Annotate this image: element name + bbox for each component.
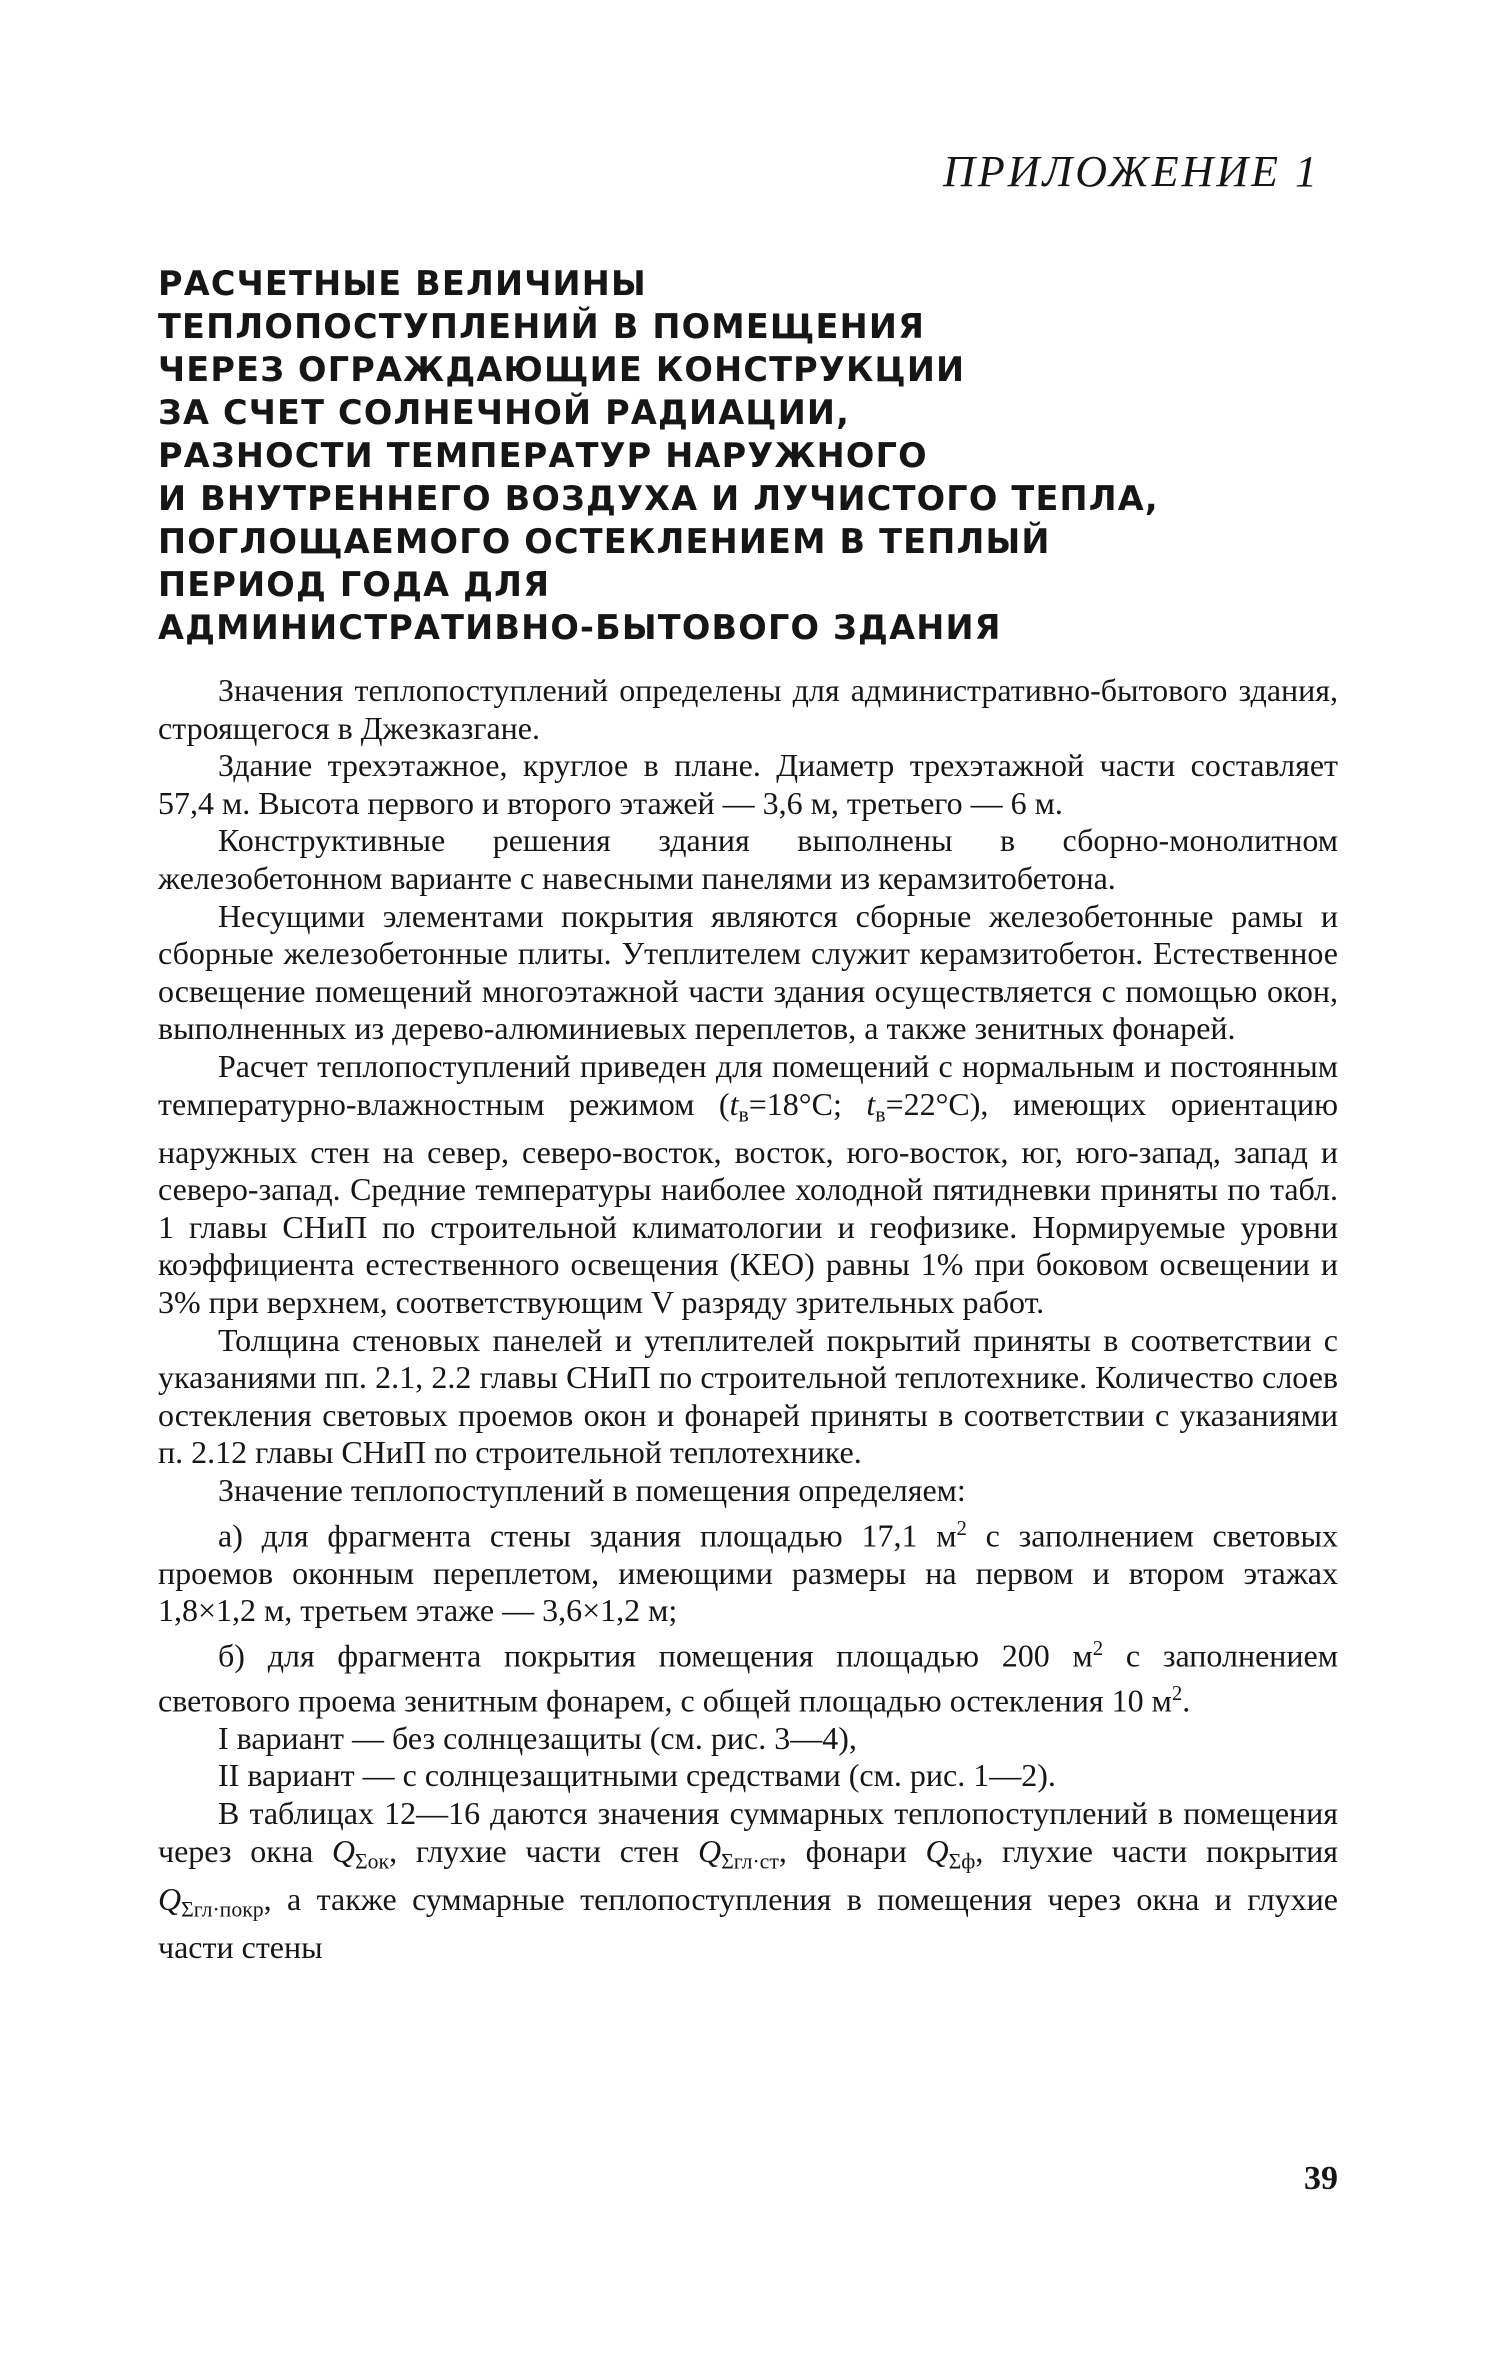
text-run: , фонари (778, 1832, 926, 1869)
paragraph: Значение теплопоступлений в помещения определяем: (218, 1471, 966, 1508)
superscript: 2 (1092, 1636, 1104, 1660)
subscript: Σф (948, 1849, 976, 1874)
title-line: АДМИНИСТРАТИВНО-БЫТОВОГО ЗДАНИЯ (158, 608, 1002, 647)
paragraph (158, 1795, 1338, 1966)
text-run: а) для фрагмента стены здания площадью 17,1 м (218, 1517, 957, 1554)
title-line: ПЕРИОД ГОДА ДЛЯ (158, 565, 551, 604)
superscript: 2 (956, 1516, 967, 1540)
list-item-a (158, 1510, 1338, 1630)
text-run: , глухие части стен (389, 1832, 698, 1869)
variant-1: I вариант — без солнцезащиты (см. рис. 3—4), (218, 1719, 857, 1756)
symbol: Q (158, 1880, 182, 1917)
text-run: . (1182, 1682, 1191, 1719)
subscript: Σгл·покр (181, 1897, 264, 1922)
title-line: ТЕПЛОПОСТУПЛЕНИЙ В ПОМЕЩЕНИЯ (158, 307, 926, 346)
heat-gain-formula (331, 1832, 390, 1874)
symbol: t (729, 1085, 739, 1122)
page-number: 39 (1304, 2160, 1338, 2197)
title-line: И ВНУТРЕННЕГО ВОЗДУХА И ЛУЧИСТОГО ТЕПЛА, (158, 479, 1159, 518)
temperature-formula (729, 1085, 749, 1127)
symbol: Q (698, 1832, 722, 1869)
text-run: б) для фрагмента покрытия помещения площадью 200 м (218, 1637, 1093, 1674)
title-line: РАЗНОСТИ ТЕМПЕРАТУР НАРУЖНОГО (158, 436, 928, 475)
superscript: 2 (1171, 1681, 1183, 1705)
variant-2: II вариант — с солнцезащитными средствами (см. рис. 1—2). (218, 1757, 1056, 1794)
text-run: Расчет теплопоступлений приведен для помещений с нормальным и постоянным температурно-влажностным режимом ( (158, 1047, 1338, 1122)
body-text (158, 672, 1338, 1966)
subscript: в (875, 1102, 886, 1127)
text-run: с заполнением световых проемов оконным переплетом, имеющими размеры на первом и втором этажах 1,8×1,2 м, третьем этаже — 3,6×1,2 м; (158, 1517, 1339, 1629)
title-line: ПОГЛОЩАЕМОГО ОСТЕКЛЕНИЕМ В ТЕПЛЫЙ (158, 522, 1051, 561)
subscript: в (738, 1102, 749, 1127)
heat-gain-formula (158, 1880, 264, 1922)
heat-gain-formula (925, 1832, 976, 1874)
symbol: Q (331, 1832, 355, 1869)
text-run: , а также суммарные теплопоступления в помещения через окна и глухие части стены (158, 1880, 1338, 1965)
title-line: ЗА СЧЕТ СОЛНЕЧНОЙ РАДИАЦИИ, (158, 393, 851, 432)
text-run: , глухие части покрытия (975, 1832, 1339, 1869)
paragraph: Здание трехэтажное, круглое в плане. Диаметр трехэтажной части составляет 57,4 м. Высота первого и второго этажей — 3,6 м, третьего — 6 м. (158, 747, 1338, 821)
document-title (158, 262, 1358, 649)
paragraph: Конструктивные решения здания выполнены в сборно-монолитном железобетонном варианте с навесными панелями из керамзитобетона. (158, 822, 1338, 896)
title-line: ЧЕРЕЗ ОГРАЖДАЮЩИЕ КОНСТРУКЦИИ (158, 350, 966, 389)
paragraph: Толщина стеновых панелей и утеплителей покрытий приняты в соответствии с указаниями пп. 2.1, 2.2 главы СНиП по строительной теплотехнике. Количество слоев остекления световых проемов окон и фонарей приняты в соответствии с указаниями п. 2.12 главы СНиП по строительной теплотехнике. (158, 1321, 1338, 1471)
title-line: РАСЧЕТНЫЕ ВЕЛИЧИНЫ (158, 264, 647, 303)
text-run: В таблицах 12—16 даются значения суммарных теплопоступлений в помещения через окна (158, 1795, 1338, 1869)
subscript: Σок (355, 1849, 390, 1874)
text-run: =22°C (885, 1085, 970, 1122)
appendix-label: ПРИЛОЖЕНИЕ 1 (943, 147, 1320, 196)
symbol: Q (925, 1832, 949, 1869)
symbol: t (866, 1085, 876, 1122)
text-run: с заполнением светового проема зенитным фонарем, с общей площадью остекления 10 м (158, 1637, 1339, 1719)
paragraph: Значения теплопоступлений определены для административно-бытового здания, строящегося в Джезказгане. (158, 672, 1338, 746)
paragraph (158, 1048, 1338, 1322)
paragraph: Несущими элементами покрытия являются сборные железобетонные рамы и сборные железобетонные плиты. Утеплителем служит керамзитобетон. Естественное освещение помещений многоэтажной части здания осуществляется с помощью окон, выполненных из дерево-алюминиевых переплетов, а также зенитных фонарей. (158, 897, 1338, 1047)
text-run: =18°C; (748, 1085, 842, 1122)
heat-gain-formula (698, 1832, 779, 1874)
temperature-formula (866, 1085, 886, 1127)
text-run: ), имеющих ориентацию наружных стен на север, северо-восток, восток, юго-восток, юг, юго-запад, запад и северо-запад. Средние температуры наиболее холодной пятидневки приняты по табл. 1 главы СНиП по строительной климатологии и геофизике. Нормируемые уровни коэффициента естественного освещения (КЕО) равны 1% при боковом освещении и 3% при верхнем, соответствующим V разряду зрительных работ. (158, 1085, 1339, 1321)
subscript: Σгл·ст (721, 1849, 779, 1874)
list-item-b (158, 1630, 1338, 1720)
